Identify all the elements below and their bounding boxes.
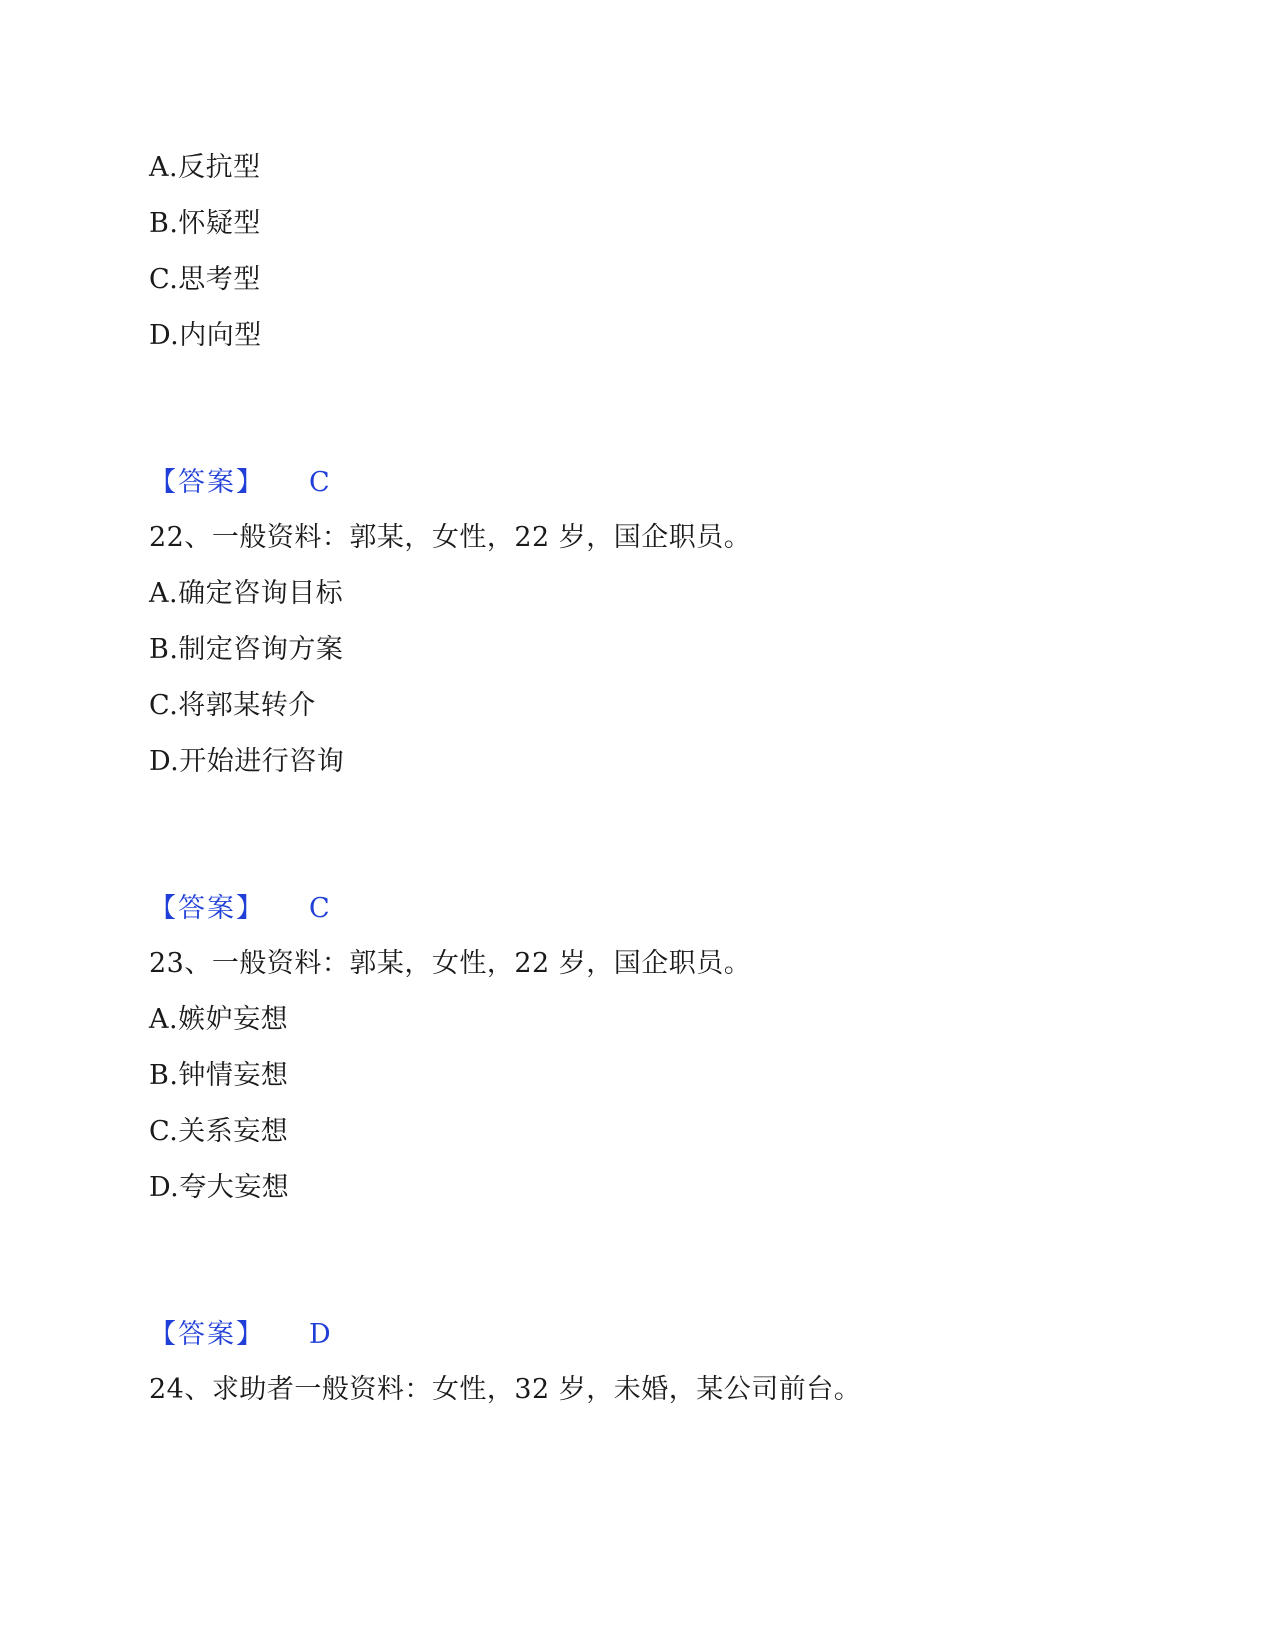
q22-answer-label: 【答案】	[149, 893, 265, 924]
q21-option-c: C.思考型	[149, 264, 261, 295]
q22-option-a: A.确定咨询目标	[149, 578, 344, 609]
q23-option-a: A.嫉妒妄想	[149, 1004, 289, 1035]
q24-question: 24、求助者一般资料：女性，32 岁，未婚，某公司前台。	[149, 1374, 862, 1405]
q21-answer-label: 【答案】	[149, 467, 265, 498]
q23-answer-label: 【答案】	[149, 1319, 265, 1350]
q22-option-c: C.将郭某转介	[149, 690, 316, 721]
q22-option-d: D.开始进行咨询	[149, 746, 345, 777]
q23-question: 23、一般资料：郭某，女性，22 岁，国企职员。	[149, 948, 752, 979]
q23-answer	[149, 1317, 332, 1353]
q21-answer	[149, 465, 331, 501]
q22-answer-value: C	[309, 893, 331, 924]
q22-question: 22、一般资料：郭某，女性，22 岁，国企职员。	[149, 522, 752, 553]
q22-option-b: B.制定咨询方案	[149, 634, 344, 665]
q23-option-c: C.关系妄想	[149, 1116, 289, 1147]
q23-option-b: B.钟情妄想	[149, 1060, 289, 1091]
q21-option-d: D.内向型	[149, 320, 262, 351]
q21-option-a: A.反抗型	[149, 152, 261, 183]
q23-option-d: D.夸大妄想	[149, 1172, 290, 1203]
q22-answer	[149, 891, 331, 927]
q21-answer-value: C	[309, 467, 331, 498]
q23-answer-value: D	[309, 1319, 332, 1350]
q21-option-b: B.怀疑型	[149, 208, 261, 239]
